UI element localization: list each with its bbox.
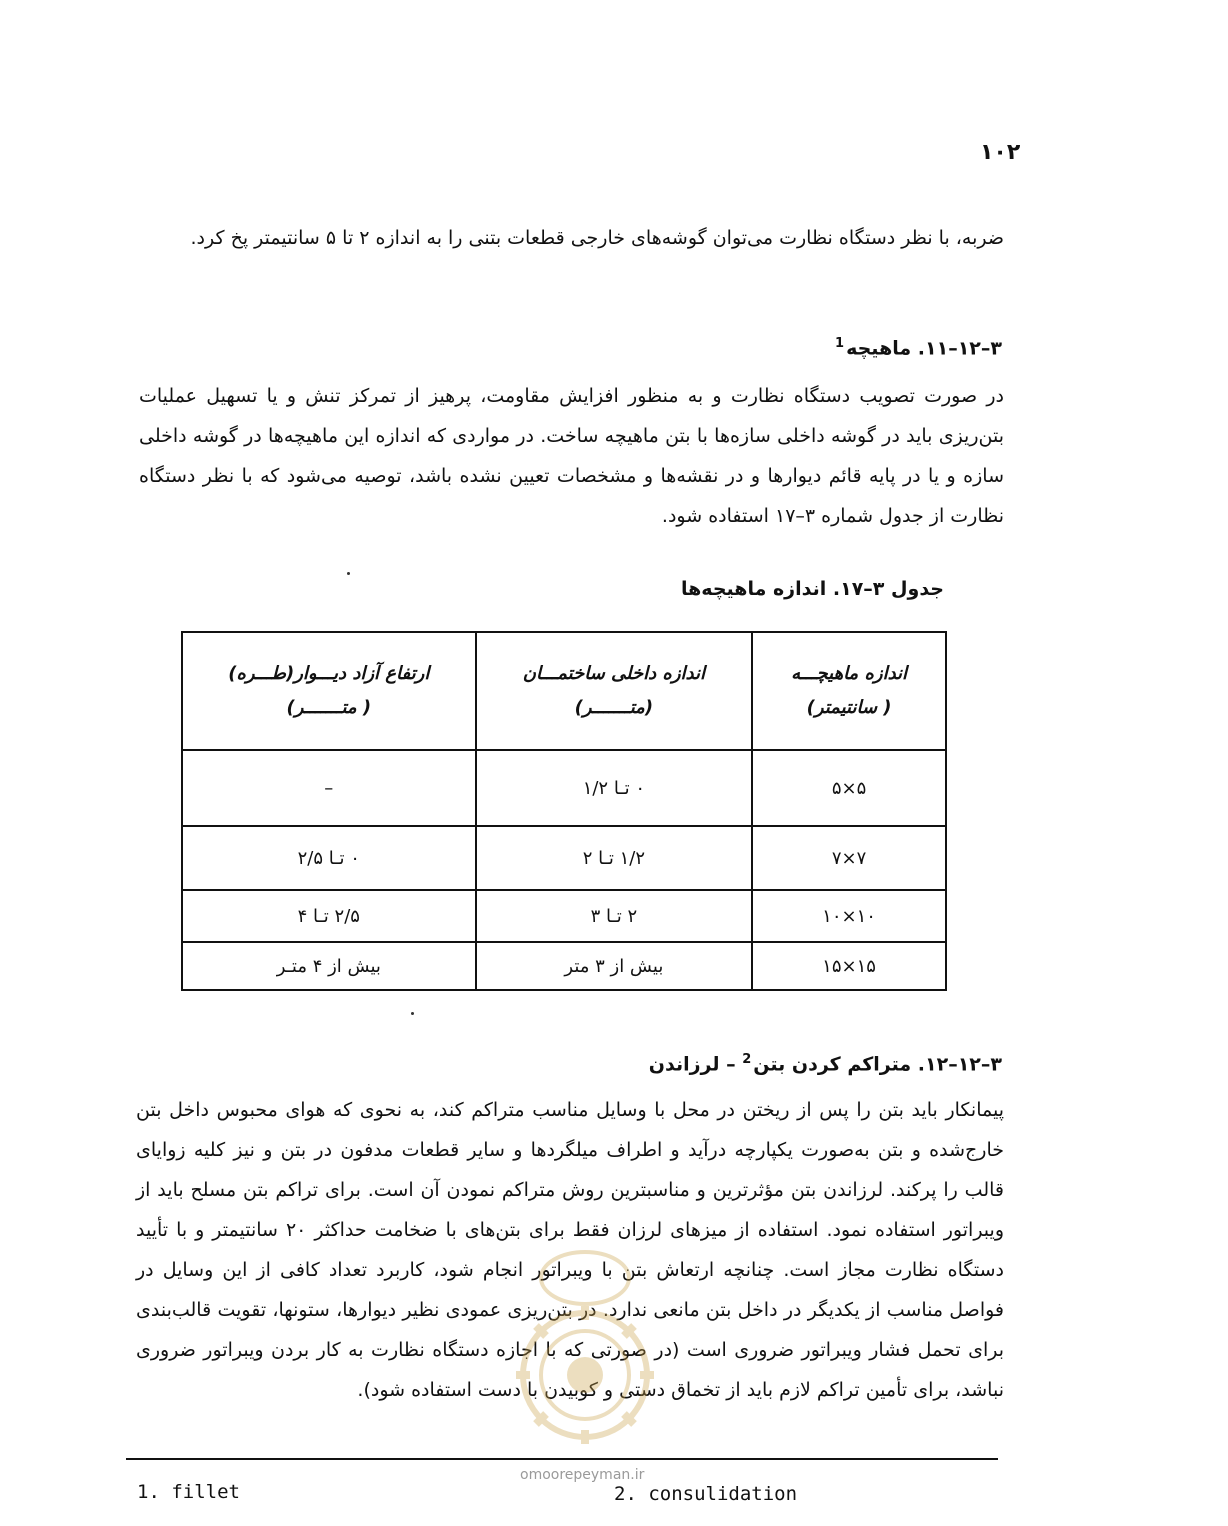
cell-height: بیش از ۴ متـر (182, 942, 476, 990)
section-12-body: پیمانکار باید بتن را پس از ریختن در محل با وسایل مناسب متراکم کند، به نحوی که هوای محبوس داخل بتن خارج‌شده و بتن به‌صورت یکپارچه درآید و اطراف میلگردها و سایر قطعات مدفون در بتن و نیز کلیه زوایای قالب را پرکند. لرزاندن بتن مؤثرترین و مناسبترین روش متراکم نمودن آن است. برای تراکم بتن مسلح باید از ویبراتور استفاده نمود. استفاده از میزهای لرزان فقط برای بتن‌های با ضخامت حداکثر ۲۰ سانتیمتر و با تأیید دستگاه نظارت مجاز است. چنانچه ارتعاش بتن با ویبراتور انجام شود، کاربرد تعداد کافی از این وسایل در فواصل مناسب از یکدیگر در داخل بتن مانعی ندارد. در بتن‌ریزی عمودی نظیر دیوارها، ستونها، تقویت قالب‌بندی برای تحمل فشار ویبراتور ضروری است (در صورتی که با اجازه دستگاه نظارت به کار بردن ویبراتور ضروری نباشد، برای تأمین تراکم لازم باید از تخماق دستی و کوبیدن با دست استفاده شود). (136, 1099, 1004, 1401)
watermark-text: omoorepeyman.ir (520, 1467, 645, 1483)
cell-size: ۷×۷ (752, 826, 946, 890)
section-12-heading-text: ۳–۱۲–۱۲. متراکم کردن بتن (753, 1053, 1002, 1076)
header-fillet-size (752, 632, 946, 750)
footnote-2: 2. consulidation (614, 1483, 798, 1505)
footnote-ref-2: 2 (742, 1052, 752, 1067)
header-wall-height-line1: ارتفاع آزاد دیـــوار(طـــره) (228, 663, 430, 684)
cell-inner: ۰ تـا ۱/۲ (476, 750, 753, 826)
footnote-1: 1. fillet (137, 1481, 240, 1503)
section-11-heading-text: ۳–۱۲–۱۱. ماهیچه (846, 337, 1002, 360)
page-number: ۱۰۲ (980, 140, 1021, 165)
table-row (182, 890, 946, 942)
section-11-heading (835, 336, 1002, 359)
section-12-heading-suffix: – لرزاندن (648, 1053, 736, 1076)
cell-inner: بیش از ۳ متر (476, 942, 753, 990)
table-row (182, 942, 946, 990)
header-wall-height-line2: ( متـــــــر) (286, 697, 372, 718)
cell-size: ۱۵×۱۵ (752, 942, 946, 990)
header-inner-dimension-line2: (متـــــــر) (574, 697, 654, 718)
cell-height: ۰ تـا ۲/۵ (182, 826, 476, 890)
footnote-ref-1: 1 (835, 336, 845, 351)
dot-mark (347, 572, 350, 575)
fillet-size-table (181, 631, 947, 991)
intro-paragraph: ضربه، با نظر دستگاه نظارت می‌توان گوشه‌های خارجی قطعات بتنی را به اندازه ۲ تا ۵ سانتیمتر پخ کرد. (190, 227, 1004, 249)
footnote-rule (126, 1458, 998, 1460)
cell-size: ۱۰×۱۰ (752, 890, 946, 942)
header-wall-height (182, 632, 476, 750)
cell-inner: ۱/۲ تـا ۲ (476, 826, 753, 890)
table-row (182, 750, 946, 826)
table-row (182, 826, 946, 890)
section-12-heading (649, 1052, 1002, 1075)
table-header-row (182, 632, 946, 750)
cell-size: ۵×۵ (752, 750, 946, 826)
table-title: جدول ۳–۱۷. اندازه ماهیچه‌ها (681, 578, 944, 600)
cell-inner: ۲ تـا ۳ (476, 890, 753, 942)
cell-height: ۲/۵ تـا ۴ (182, 890, 476, 942)
header-fillet-size-line1: اندازه ماهیچـــه (791, 663, 908, 684)
header-fillet-size-line2: ( سانتیمتر) (806, 697, 892, 718)
cell-height: – (182, 750, 476, 826)
header-inner-dimension-line1: اندازه داخلی ساختمـــان (522, 663, 705, 684)
section-11-body: در صورت تصویب دستگاه نظارت و به منظور افزایش مقاومت، پرهیز از تمرکز تنش و یا تسهیل عملیات بتن‌ریزی باید در گوشه داخلی سازه‌ها با بتن ماهیچه ساخت. در مواردی که اندازه این ماهیچه‌ها در گوشه داخلی سازه و یا در پایه قائم دیوارها و در نقشه‌ها و مشخصات تعیین نشده باشد، توصیه می‌شود که با نظر دستگاه نظارت از جدول شماره ۳–۱۷ استفاده شود. (139, 385, 1004, 527)
header-inner-dimension (476, 632, 753, 750)
dot-mark (411, 1012, 414, 1015)
